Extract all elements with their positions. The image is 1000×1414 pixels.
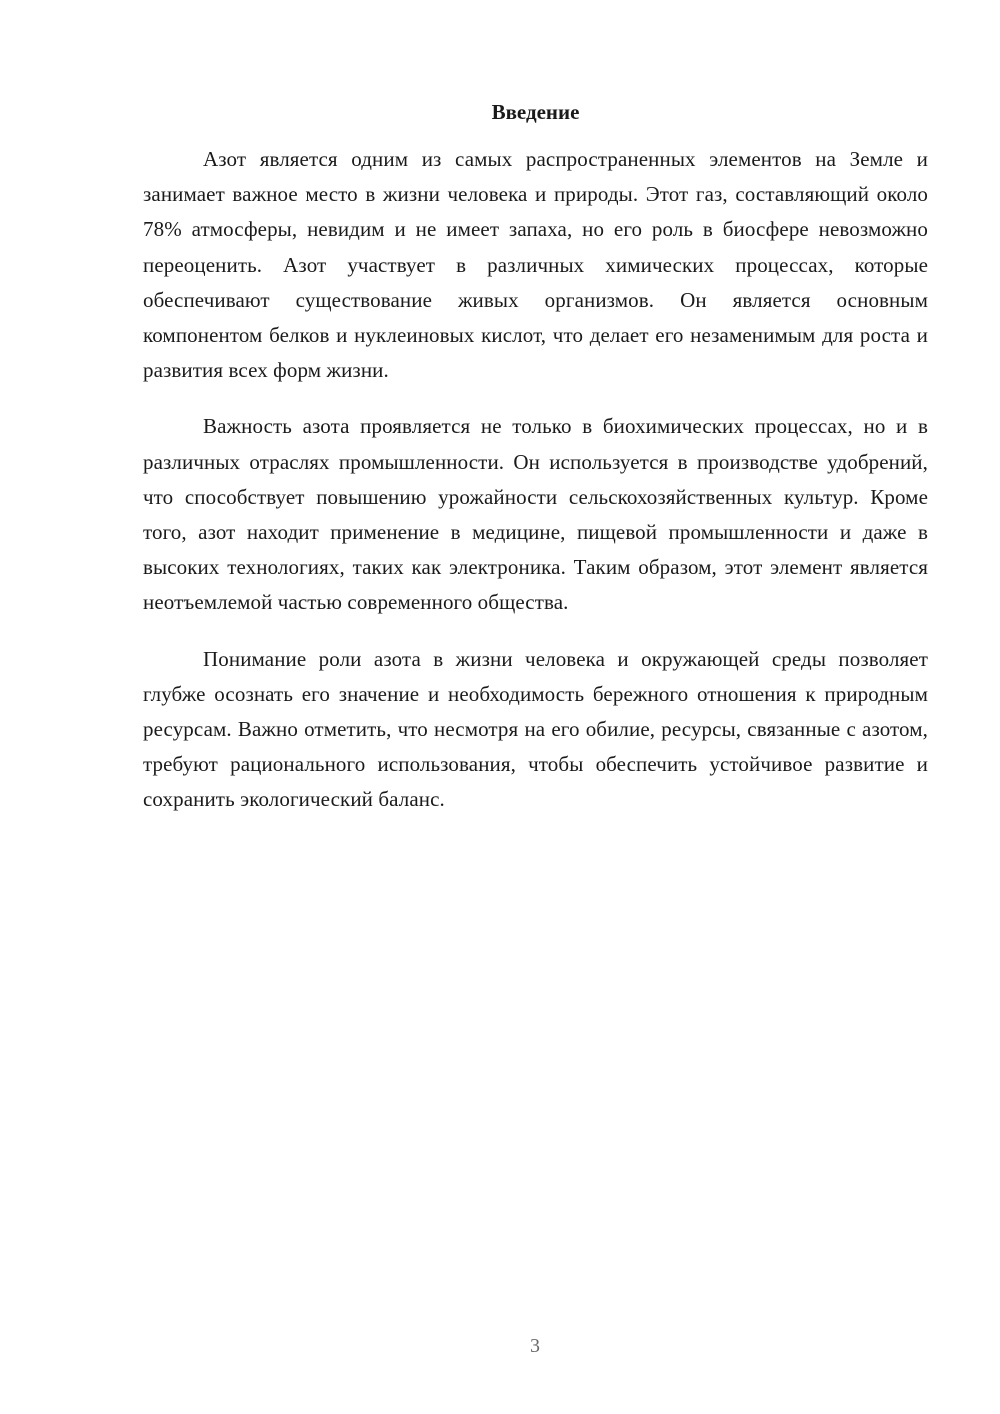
paragraph: Важность азота проявляется не только в биохимических процессах, но и в различных отраслях промышленности. Он используется в производстве удобрений, что способствует повышению урожайности сельскохозяйственных культур. Кроме того, азот находит применение в медицине, пищевой промышленности и даже в высоких технологиях, таких как электроника. Таким образом, этот элемент является неотъемлемой частью современного общества. <box>143 414 928 615</box>
section-title: Введение <box>491 100 580 124</box>
paragraph: Азот является одним из самых распространенных элементов на Земле и занимает важное место в жизни человека и природы. Этот газ, составляющий около 78% атмосферы, невидим и не имеет запаха, но его роль в биосфере невозможно переоценить. Азот участвует в различных химических процессах, которые обеспечивают существование живых организмов. Он является основным компонентом белков и нуклеиновых кислот, что делает его незаменимым для роста и развития всех форм жизни. <box>143 147 928 383</box>
paragraph: Понимание роли азота в жизни человека и окружающей среды позволяет глубже осознать его значение и необходимость бережного отношения к природным ресурсам. Важно отметить, что несмотря на его обилие, ресурсы, связанные с азотом, требуют рационального использования, чтобы обеспечить устойчивое развитие и сохранить экологический баланс. <box>143 646 928 812</box>
body-text <box>143 142 928 839</box>
page-number: 3 <box>530 1335 540 1357</box>
